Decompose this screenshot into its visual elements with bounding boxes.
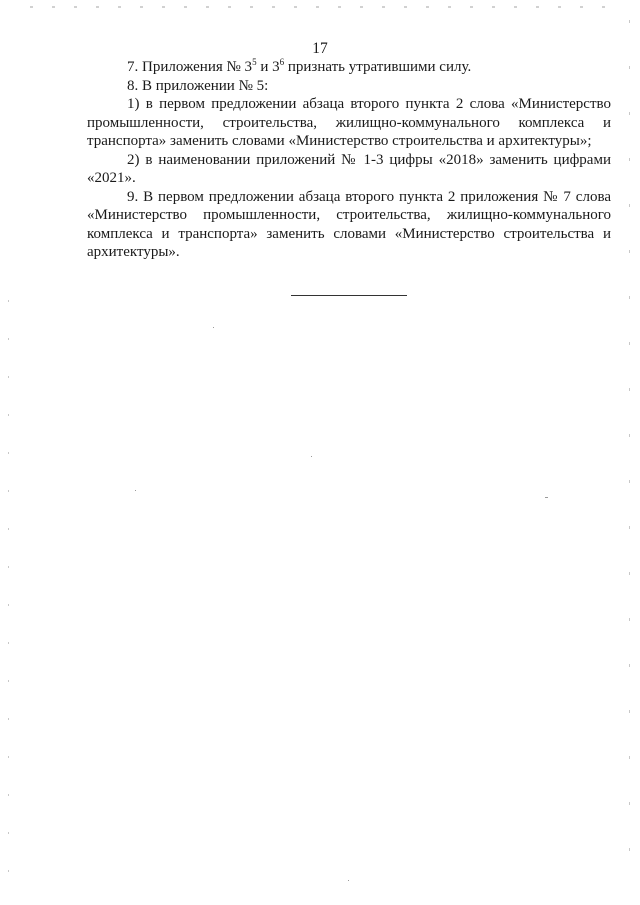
paragraph-8-item-2: 2) в наименовании приложений № 1-3 цифры «2018» заменить цифрами «2021». xyxy=(87,151,611,186)
end-separator-line xyxy=(291,295,407,296)
document-body xyxy=(87,58,611,262)
scan-speck xyxy=(348,880,349,881)
paragraph-8-item-1: 1) в первом предложении абзаца второго пункта 2 слова «Министерство промышленности, строительства, жилищно-коммунального комплекса и транспорта» заменить словами «Министерство строительства и архитектуры»; xyxy=(87,96,611,149)
scan-speck xyxy=(545,497,548,498)
paragraph-9: 9. В первом предложении абзаца второго пункта 2 приложения № 7 слова «Министерство промышленности, строительства, жилищно-коммунального комплекса и транспорта» заменить словами «Министерство строительства и архитектуры». xyxy=(87,188,611,260)
paragraph-7 xyxy=(87,58,611,77)
scan-artifact-top xyxy=(30,6,610,8)
page-number: 17 xyxy=(312,40,328,57)
paragraph-7-text-b: и 3 xyxy=(256,59,280,75)
paragraph-7-text-c: признать утратившими силу. xyxy=(284,59,472,75)
superscript-6: 6 xyxy=(279,57,285,67)
scan-speck xyxy=(213,327,214,328)
scan-speck xyxy=(135,490,136,491)
paragraph-7-text-a: 7. Приложения № 3 xyxy=(127,59,253,75)
scan-speck xyxy=(311,456,312,457)
paragraph-8: 8. В приложении № 5: xyxy=(127,77,269,94)
superscript-5: 5 xyxy=(252,57,257,67)
scan-artifact-left xyxy=(8,300,9,890)
scan-artifact-right xyxy=(629,20,630,890)
